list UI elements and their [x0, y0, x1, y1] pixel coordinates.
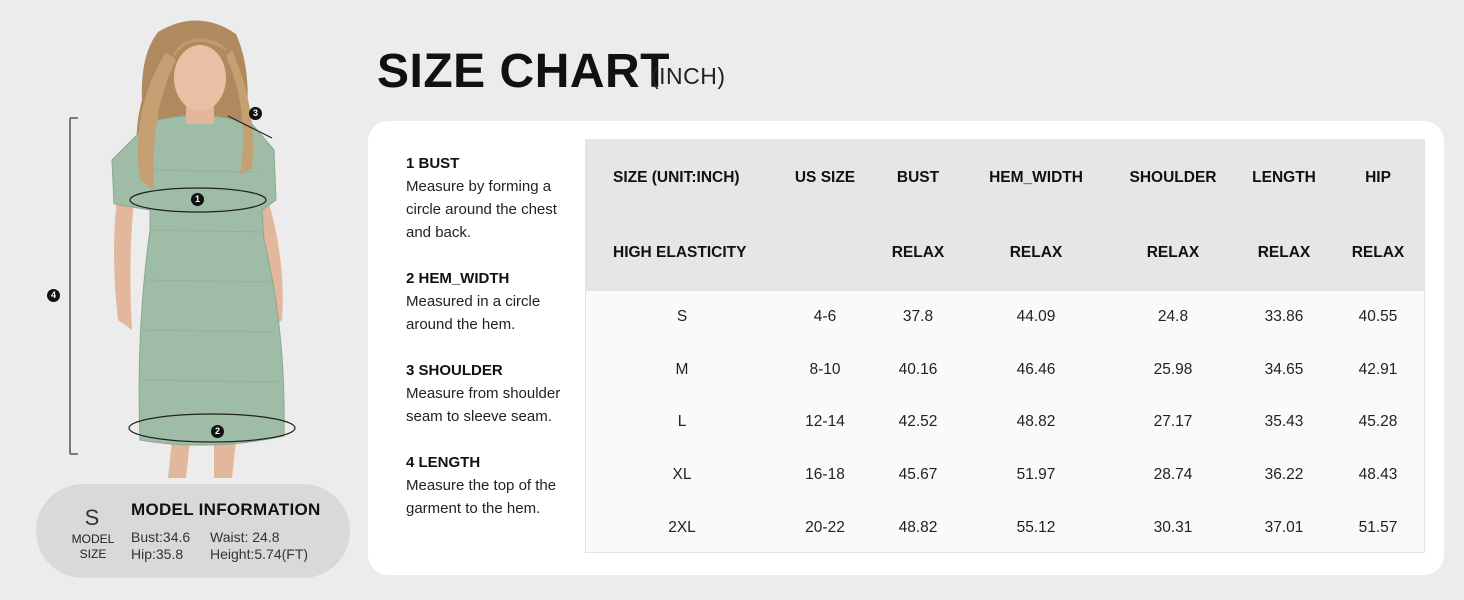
cell-hip: 48.43 [1358, 466, 1398, 483]
cell-size: 2XL [668, 519, 696, 536]
cell-hip: 40.55 [1358, 308, 1398, 325]
marker-shoulder: 3 [249, 107, 262, 120]
instruction-text: seam to sleeve seam. [406, 408, 552, 425]
cell-length: 35.43 [1264, 413, 1304, 430]
cell-length: 34.65 [1264, 361, 1304, 378]
cell-hip: 45.28 [1358, 413, 1398, 430]
model-size-label [66, 532, 120, 562]
subheader-length: RELAX [1257, 244, 1311, 261]
instruction-text: circle around the chest [406, 201, 557, 218]
cell-bust: 45.67 [898, 466, 938, 483]
page-title-unit: (INCH) [651, 63, 726, 89]
measurement-instructions [406, 152, 581, 543]
cell-shoulder: 27.17 [1153, 413, 1193, 430]
cell-hem-width: 51.97 [1016, 466, 1056, 483]
cell-us-size: 20-22 [805, 519, 845, 536]
cell-us-size: 8-10 [809, 361, 841, 378]
cell-us-size: 12-14 [805, 413, 845, 430]
cell-size: S [676, 308, 688, 325]
instruction-title: 1 BUST [406, 155, 460, 172]
model-height: Height:5.74(FT) [210, 546, 309, 562]
marker-hem: 2 [211, 425, 224, 438]
header-shoulder: SHOULDER [1129, 169, 1217, 186]
cell-hem-width: 55.12 [1016, 519, 1056, 536]
instruction-text: Measure from shoulder [406, 385, 561, 402]
cell-bust: 40.16 [898, 361, 938, 378]
instruction-text: Measure by forming a [406, 178, 552, 195]
cell-hip: 51.57 [1358, 519, 1398, 536]
model-size-label-line1: MODEL [71, 532, 115, 546]
cell-us-size: 4-6 [813, 308, 837, 325]
cell-bust: 37.8 [902, 308, 934, 325]
marker-bust: 1 [191, 193, 204, 206]
header-us-size: US SIZE [794, 169, 856, 186]
header-size: SIZE (UNIT:INCH) [613, 169, 740, 186]
cell-length: 33.86 [1264, 308, 1304, 325]
instruction-text: Measured in a circle [406, 293, 541, 310]
cell-size: XL [672, 466, 692, 483]
subheader-elasticity: HIGH ELASTICITY [613, 244, 747, 261]
cell-size: L [677, 413, 687, 430]
instruction-bust [406, 152, 581, 244]
size-table [585, 139, 1425, 553]
cell-hem-width: 48.82 [1016, 413, 1056, 430]
instruction-title: 4 LENGTH [406, 454, 481, 471]
model-hip: Hip:35.8 [131, 546, 184, 562]
instruction-text: garment to the hem. [406, 500, 541, 517]
instruction-shoulder [406, 359, 581, 428]
model-info-title: MODEL INFORMATION [131, 500, 321, 519]
header-length: LENGTH [1252, 169, 1316, 186]
cell-us-size: 16-18 [805, 466, 845, 483]
subheader-bust: RELAX [891, 244, 945, 261]
model-waist: Waist: 24.8 [210, 529, 280, 545]
model-size-letter: S [84, 505, 100, 530]
cell-length: 36.22 [1264, 466, 1304, 483]
instruction-text: Measure the top of the [406, 477, 557, 494]
cell-hip: 42.91 [1358, 361, 1398, 378]
cell-shoulder: 28.74 [1153, 466, 1193, 483]
cell-size: M [675, 361, 689, 378]
cell-shoulder: 30.31 [1153, 519, 1193, 536]
page-title: SIZE CHART [377, 45, 670, 98]
model-info-panel [36, 484, 350, 578]
instruction-title: 3 SHOULDER [406, 362, 503, 379]
cell-shoulder: 24.8 [1157, 308, 1189, 325]
marker-length: 4 [47, 289, 60, 302]
instruction-text: and back. [406, 224, 472, 241]
cell-hem-width: 46.46 [1016, 361, 1056, 378]
cell-bust: 48.82 [898, 519, 938, 536]
instruction-text: around the hem. [406, 316, 516, 333]
header-hem-width: HEM_WIDTH [989, 169, 1083, 186]
subheader-hem-width: RELAX [1009, 244, 1063, 261]
cell-shoulder: 25.98 [1153, 361, 1193, 378]
instruction-length [406, 451, 581, 520]
header-hip: HIP [1365, 169, 1391, 186]
model-bust: Bust:34.6 [131, 529, 191, 545]
cell-hem-width: 44.09 [1016, 308, 1056, 325]
cell-length: 37.01 [1264, 519, 1304, 536]
model-size-label-line2: SIZE [79, 547, 107, 561]
table-header [586, 140, 1424, 291]
cell-bust: 42.52 [898, 413, 938, 430]
subheader-shoulder: RELAX [1146, 244, 1200, 261]
instruction-hem-width [406, 267, 581, 336]
subheader-hip: RELAX [1351, 244, 1405, 261]
header-bust: BUST [896, 169, 940, 186]
instruction-title: 2 HEM_WIDTH [406, 270, 510, 287]
